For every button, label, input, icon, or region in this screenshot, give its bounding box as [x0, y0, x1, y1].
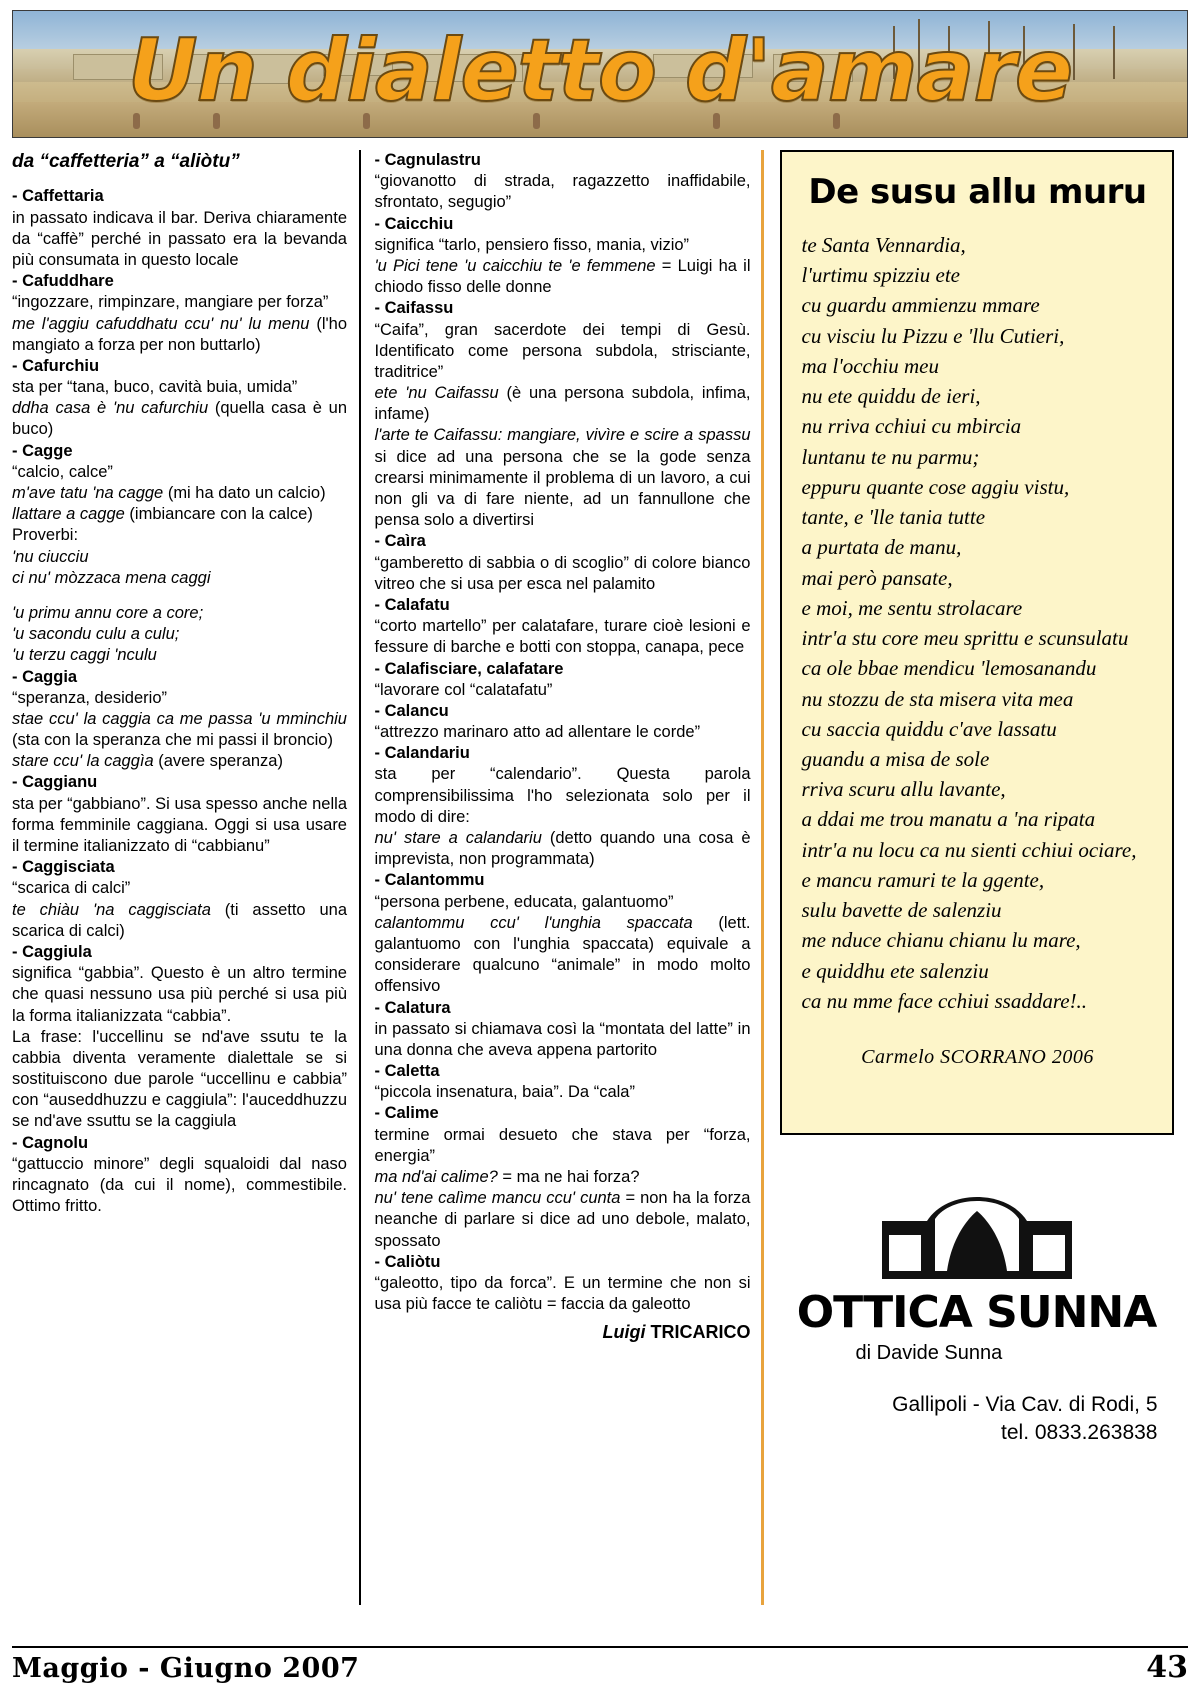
- definition-text: “lavorare col “calatafatu”: [374, 680, 553, 699]
- definition-gloss: (lett. galantuomo con l'unghia spaccata) equivale a considerare qualcuno “animale” in modo molto offensivo: [374, 913, 751, 996]
- definition-text: 'u primu annu core a core;: [12, 603, 204, 622]
- glossary-definition: [12, 709, 347, 751]
- definition-text: “piccola insenatura, baia”. Da “cala”: [374, 1083, 635, 1102]
- definition-text: “attrezzo marinaro atto ad allentare le corde”: [374, 723, 701, 742]
- page-footer: [12, 1646, 1188, 1690]
- text-column-2: [361, 150, 761, 1605]
- glossary-definition: [12, 1027, 347, 1133]
- poem-credit: Carmelo SCORRANO 2006: [861, 1046, 1094, 1069]
- glossary-term: - Caifassu: [374, 299, 454, 318]
- poem-line: eppuru quante cose aggiu vistu,: [801, 474, 1070, 499]
- issue-date: Maggio - Giugno 2007: [12, 1653, 360, 1684]
- glossary-definition: [375, 1273, 751, 1315]
- poem-line: intr'a stu core meu sprittu e scunsulatu: [801, 626, 1129, 651]
- poem-line: intr'a nu locu ca nu sienti cchiui ociare,: [801, 837, 1137, 862]
- glossary-term: - Cafurchiu: [12, 356, 100, 375]
- definition-text: “scarica di calci”: [12, 879, 131, 898]
- glossary-term: - Caliòtu: [374, 1252, 441, 1271]
- definition-text: ma nd'ai calime?: [374, 1168, 498, 1186]
- glossary-definition: [375, 425, 751, 531]
- poem-line: tante, e 'lle tania tutte: [801, 505, 986, 530]
- definition-text: me l'aggiu cafuddhatu ccu' nu' lu menu: [12, 314, 310, 333]
- glossary-definition: [375, 553, 751, 595]
- poem-line: nu rriva cchiui cu mbircia: [801, 414, 1022, 439]
- poem-line: mai però pansate,: [801, 565, 953, 590]
- poem-line: te Santa Vennardia,: [801, 233, 966, 257]
- definition-text: ete 'nu Caifassu: [374, 384, 499, 403]
- ad-address: [892, 1391, 1167, 1448]
- definition-gloss: (è una persona subdola, infima, infame): [374, 384, 751, 424]
- glossary-term: - Calancu: [374, 701, 449, 720]
- glossary-term: - Calatura: [374, 998, 451, 1017]
- poem-line: ca nu mme face cchiui ssaddare!..: [801, 988, 1088, 1013]
- poem-line: e moi, me sentu strolacare: [801, 595, 1023, 620]
- definition-text: nu' stare a calandariu: [374, 829, 542, 847]
- section-heading: da “caffetteria” a “aliòtu”: [12, 151, 240, 172]
- paragraph-spacer: [12, 589, 347, 603]
- byline-first-name: Luigi: [602, 1322, 646, 1343]
- glossary-term: - Caicchiu: [374, 214, 454, 233]
- poem-line: e quiddhu ete salenziu: [801, 958, 989, 983]
- definition-text: in passato si chiamava così la “montata del latte” in una donna che aveva appena partorito: [374, 1019, 751, 1059]
- glossary-term: - Cagge: [12, 441, 73, 460]
- poem-line: ca ole bbae mendicu 'lemosanandu: [801, 656, 1097, 681]
- glossary-definition: [12, 624, 347, 645]
- glossary-definition: [12, 751, 347, 772]
- glossary-definition: [375, 616, 751, 658]
- glossary-definition: [12, 794, 347, 858]
- glossary-definition: [375, 722, 751, 743]
- glossary-definition: [12, 525, 347, 546]
- glossary-definition: [12, 398, 347, 440]
- poem-line: ma l'occhiu meu: [801, 353, 939, 378]
- ad-owner-name: di Davide Sunna: [855, 1342, 1003, 1364]
- glossary-definition: [12, 292, 347, 313]
- definition-gloss: (imbiancare con la calce): [124, 505, 313, 524]
- glossary-definition: [375, 320, 751, 384]
- glossary-term: - Cagnolu: [12, 1133, 89, 1152]
- poem-line: l'urtimu spizziu ete: [801, 263, 960, 288]
- glossary-definition: [375, 764, 751, 828]
- poem-line: cu saccia quiddu c'ave lassatu: [801, 716, 1057, 741]
- definition-gloss: (ti assetto una scarica di calci): [12, 900, 347, 940]
- definition-text: 'u terzu caggi 'nculu: [12, 646, 157, 665]
- glossary-term: - Calafatu: [374, 595, 450, 614]
- definition-text: ci nu' mòzzaca mena caggi: [12, 568, 211, 587]
- poem-line: a ddai me trou manatu a 'na ripata: [801, 807, 1096, 832]
- definition-text: significa “gabbia”. Questo è un altro termine che quasi nessuno usa più perché si usa più la forma italianizzata “cabbia”.: [12, 964, 347, 1025]
- glossary-term: - Caìra: [374, 532, 426, 551]
- definition-text: sta per “gabbiano”. Si usa spesso anche nella forma femminile caggiana. Oggi si usa usare il termine italianizzato di “cabbianu”: [12, 794, 347, 856]
- masthead-banner: [12, 10, 1188, 138]
- glossary-definition: [375, 383, 751, 425]
- glossary-entries-column-2: [375, 150, 751, 1315]
- ad-phone: tel. 0833.263838: [1001, 1421, 1158, 1445]
- glossary-definition: [12, 568, 347, 589]
- article-body: [12, 150, 1188, 1605]
- definition-gloss: = ma ne hai forza?: [497, 1168, 640, 1186]
- glossary-definition: [12, 645, 347, 666]
- poem-line: a purtata de manu,: [801, 535, 962, 560]
- definition-text: m'ave tatu 'na cagge: [12, 484, 164, 503]
- text-column-1: [12, 150, 359, 1605]
- glossary-term: - Cagnulastru: [374, 151, 481, 169]
- definition-text: “galeotto, tipo da forca”. E un termine che non si usa più facce te caliòtu = faccia da galeotto: [374, 1273, 751, 1314]
- poem-line: sulu bavette de salenziu: [801, 898, 1002, 923]
- definition-text: 'u Pici tene 'u caicchiu te 'e femmene: [374, 256, 656, 275]
- ad-address-line1: Gallipoli - Via Cav. di Rodi, 5: [892, 1393, 1158, 1416]
- glossary-term: - Caletta: [374, 1062, 440, 1081]
- poem-line: nu stozzu de sta misera vita mea: [801, 686, 1074, 711]
- definition-text: significa “tarlo, pensiero fisso, mania, vizio”: [374, 235, 690, 254]
- glossary-definition: [12, 963, 347, 1027]
- poem-line: rriva scuru allu lavante,: [801, 777, 1006, 802]
- glossary-term: - Caggianu: [12, 773, 98, 792]
- definition-text: ddha casa è 'nu cafurchiu: [12, 399, 209, 418]
- author-byline: [375, 1321, 751, 1344]
- definition-gloss: si dice ad una persona che se la gode senza crearsi minimamente il problema di un lavoro, a cui non gli va di fare niente, ad un fannullone che pensa solo a divertirsi: [374, 447, 751, 530]
- byline-last-name: TRICARICO: [650, 1322, 751, 1343]
- glossary-definition: [375, 1082, 751, 1103]
- poem-line: e mancu ramuri te la ggente,: [801, 867, 1045, 892]
- definition-text: “giovanotto di strada, ragazzetto inaffidabile, sfrontato, segugio”: [374, 172, 751, 212]
- definition-text: “gamberetto di sabbia o di scoglio” di colore bianco vitreo che si usa per esca nel palamito: [374, 553, 751, 593]
- definition-text: sta per “calendario”. Questa parola comprensibilissima l'ho selezionata solo per il modo di dire:: [374, 765, 751, 826]
- definition-gloss: (sta con la speranza che mi passi il broncio): [12, 731, 333, 750]
- footer-divider: [12, 1646, 1188, 1648]
- definition-text: La frase: l'uccellinu se nd'ave ssutu te la cabbia diventa veramente dialettale se si sostituiscono due parole “uccellinu e cabbia” con “auseddhuzzu e caggiula”: l'auceddhuzzu se nd'ave ssuttu se la caggiula: [12, 1027, 347, 1131]
- glossary-definition: [375, 828, 751, 870]
- poem-line: cu visciu lu Pizzu e 'llu Cutieri,: [801, 323, 1065, 348]
- definition-text: termine ormai desueto che stava per “forza, energia”: [374, 1125, 751, 1165]
- poem-line: cu guardu ammienzu mmare: [801, 293, 1040, 318]
- glossary-definition: [12, 483, 347, 504]
- definition-text: calantommu ccu' l'unghia spaccata: [374, 913, 693, 932]
- definition-gloss: = Luigi ha il chiodo fisso delle donne: [374, 256, 751, 297]
- poem-line: nu ete quiddu de ieri,: [801, 384, 981, 409]
- definition-gloss: (avere speranza): [153, 752, 283, 771]
- glossary-definition: [375, 1125, 751, 1167]
- glossary-definition: [12, 688, 347, 709]
- definition-text: in passato indicava il bar. Deriva chiaramente da “caffè” perché in passato era la bevanda più consumata in questo locale: [12, 208, 347, 269]
- definition-text: “speranza, desiderio”: [12, 688, 167, 707]
- definition-gloss: (l'ho mangiato a forza per non buttarlo): [12, 314, 348, 354]
- glossary-definition: [375, 1188, 751, 1252]
- definition-text: stae ccu' la caggia ca me passa 'u mminchiu: [12, 709, 347, 728]
- glossary-definition: [12, 547, 347, 568]
- glossary-definition: [12, 504, 347, 525]
- glossary-term: - Caggiula: [12, 942, 92, 961]
- poem-line: me nduce chianu chianu lu mare,: [801, 928, 1081, 953]
- glossary-definition: [12, 878, 347, 899]
- ad-business-name: OTTICA SUNNA: [796, 1287, 1157, 1338]
- glossary-definition: [12, 462, 347, 483]
- glossary-term: - Calafisciare, calafatare: [374, 659, 564, 678]
- glossary-definition: [375, 1167, 751, 1188]
- glossary-definition: [12, 900, 347, 942]
- definition-gloss: (detto quando una cosa è imprevista, non programmata): [374, 829, 751, 869]
- definition-text: llattare a cagge: [12, 505, 125, 524]
- definition-gloss: (mi ha dato un calcio): [163, 484, 326, 503]
- glossary-definition: [375, 892, 751, 913]
- definition-gloss: = non ha la forza neanche di parlare si dice ad uno debole, malato, spossato: [374, 1189, 751, 1250]
- definition-text: “persona perbene, educata, galantuomo”: [374, 892, 674, 911]
- definition-text: te chiàu 'na caggisciata: [12, 900, 211, 919]
- definition-text: “ingozzare, rimpinzare, mangiare per forza”: [12, 293, 329, 312]
- definition-gloss: (quella casa è un buco): [12, 399, 347, 439]
- poem-box: [780, 150, 1174, 1135]
- glossary-term: - Caffettaria: [12, 187, 104, 206]
- glossary-term: - Caggisciata: [12, 858, 115, 877]
- definition-text: stare ccu' la caggìа: [12, 752, 154, 771]
- poem-title: De susu allu muru: [808, 172, 1147, 212]
- glossary-term: - Calandariu: [374, 744, 470, 763]
- definition-text: sta per “tana, buco, cavità buia, umida”: [12, 378, 298, 397]
- glossary-definition: [12, 377, 347, 398]
- glossary-definition: [375, 171, 751, 213]
- page-number: 43: [1146, 1650, 1188, 1685]
- glossary-term: - Calantommu: [374, 871, 485, 890]
- definition-text: 'u sacondu culu a culu;: [12, 625, 180, 644]
- poem-line: luntanu te nu parmu;: [801, 444, 980, 469]
- glossary-definition: [375, 913, 751, 998]
- definition-text: Proverbi:: [12, 526, 79, 545]
- definition-text: “corto martello” per calatafare, turare cioè lesioni e fessure di barche e botti con stoppa, canapa, pece: [374, 617, 751, 657]
- glossary-definition: [375, 256, 751, 298]
- glossary-definition: [375, 235, 751, 256]
- glossary-term: - Cafuddhare: [12, 272, 114, 291]
- glossary-definition: [12, 603, 347, 624]
- glossary-definition: [375, 1019, 751, 1061]
- poem-line: guandu a misa de sole: [801, 746, 990, 771]
- definition-text: nu' tene calìme mancu ccu' cunta: [374, 1189, 621, 1208]
- optician-logo-icon: [827, 1185, 1127, 1281]
- glossary-term: - Calime: [374, 1104, 439, 1123]
- definition-text: “gattuccio minore” degli squaloidi dal naso rincagnato (da cui il nome), commestibile. Ottimo fritto.: [12, 1154, 347, 1216]
- page-title: Un dialetto d'amare: [127, 21, 1073, 121]
- poem-text: [802, 230, 1154, 1016]
- glossary-definition: [12, 1154, 347, 1218]
- definition-text: “Caifa”, gran sacerdote dei tempi di Gesù. Identificato come persona subdola, strisciante, traditrice”: [374, 320, 751, 381]
- definition-text: 'nu ciucciu: [12, 547, 89, 566]
- glossary-definition: [375, 680, 751, 701]
- definition-text: “calcio, calce”: [12, 462, 113, 481]
- sidebar-column: [764, 150, 1174, 1605]
- glossary-definition: [12, 208, 347, 272]
- glossary-definition: [12, 314, 347, 356]
- definition-text: l'arte te Caifassu: mangiare, vivìre e scire a spassu: [374, 426, 751, 445]
- glossary-entries-column-1: [12, 186, 347, 1217]
- glossary-term: - Caggia: [12, 667, 78, 686]
- advertisement: [780, 1161, 1174, 1581]
